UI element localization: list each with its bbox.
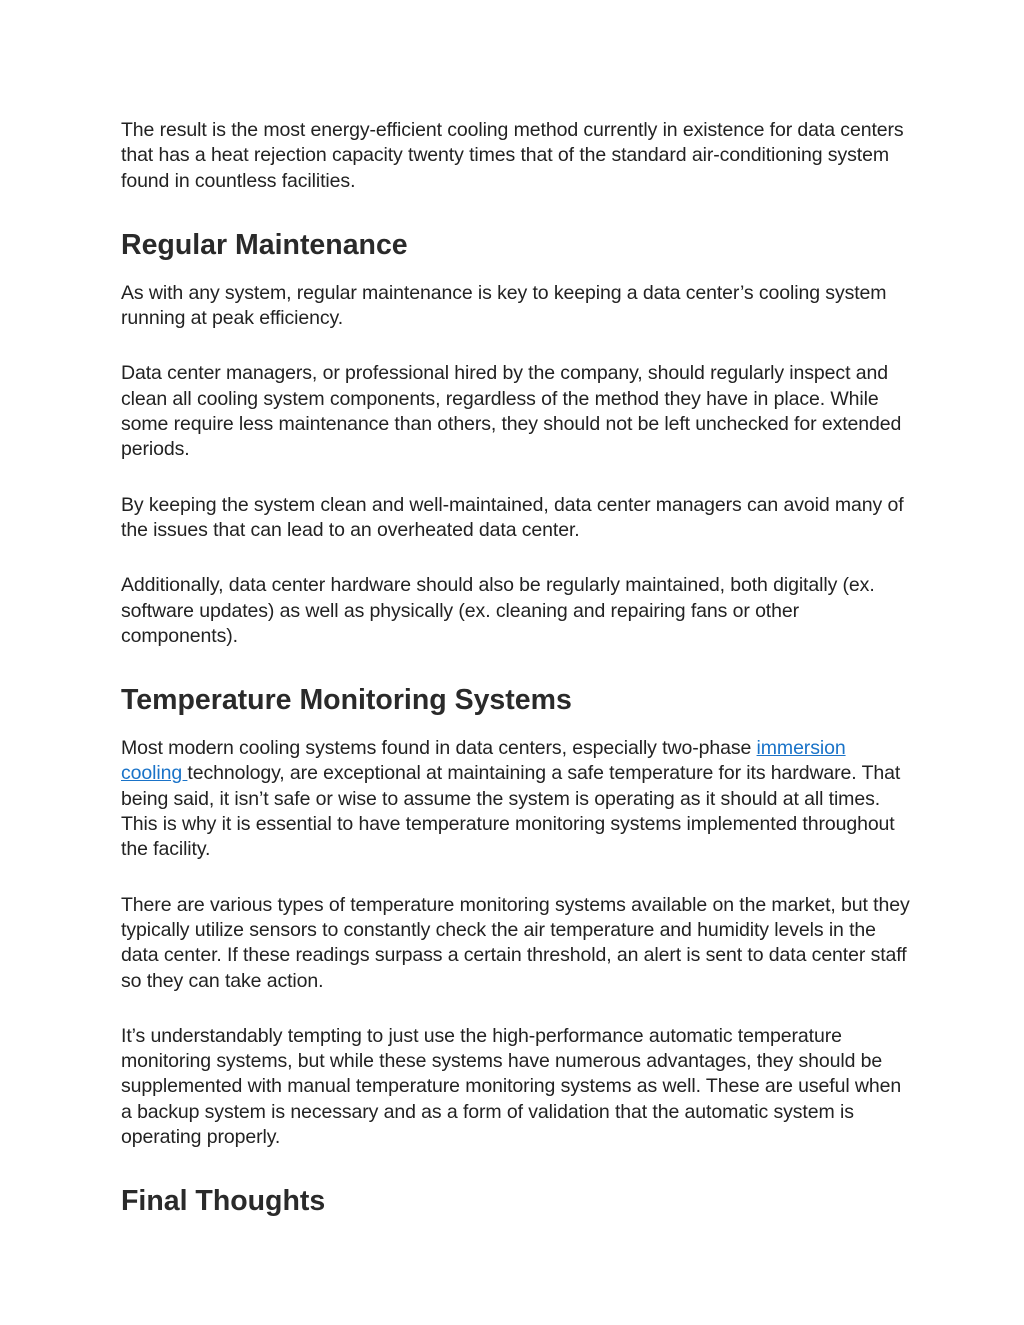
monitoring-paragraph-1-start: Most modern cooling systems found in data centers, especially two-phase — [121, 737, 757, 760]
maintenance-paragraph-1: As with any system, regular maintenance is key to keeping a data center’s cooling system running at peak efficiency. — [121, 281, 887, 330]
maintenance-paragraph-3: By keeping the system clean and well-maintained, data center managers can avoid many of the issues that can lead to an overheated data center. — [121, 493, 904, 541]
monitoring-paragraph-1-end: technology, are exceptional at maintaining a safe temperature for its hardware. That being said, it isn’t safe or wise to assume the system is operating as it should at all times. This is why it is essential to have temperature monitoring systems implemented throughout the facility. — [121, 762, 901, 861]
monitoring-paragraph-2: There are various types of temperature monitoring systems available on the market, but they typically utilize sensors to constantly check the air temperature and humidity levels in the data center. If these readings surpass a certain threshold, an alert is sent to data center staff so they can take action. — [121, 893, 910, 992]
heading-temperature-monitoring: Temperature Monitoring Systems — [121, 684, 572, 717]
maintenance-paragraph-2: Data center managers, or professional hired by the company, should regularly inspect and clean all cooling system components, regardless of the method they have in place. While some require less maintenance than others, they should not be left unchecked for extended periods. — [121, 362, 902, 461]
heading-final-thoughts: Final Thoughts — [121, 1185, 326, 1218]
immersion-cooling-link[interactable]: immersion cooling — [121, 737, 846, 785]
document-page — [121, 118, 911, 1218]
monitoring-paragraph-1 — [121, 736, 911, 862]
intro-paragraph: The result is the most energy-efficient cooling method currently in existence for data centers that has a heat rejection capacity twenty times that of the standard air-conditioning system found in countless facilities. — [121, 119, 904, 192]
heading-regular-maintenance: Regular Maintenance — [121, 228, 408, 261]
maintenance-paragraph-4: Additionally, data center hardware should also be regularly maintained, both digitally (ex. software updates) as well as physically (ex. cleaning and repairing fans or other components). — [121, 574, 875, 647]
monitoring-paragraph-3: It’s understandably tempting to just use the high-performance automatic temperature monitoring systems, but while these systems have numerous advantages, they should be supplemented with manual temperature monitoring systems as well. These are useful when a backup system is necessary and as a form of validation that the automatic system is operating properly. — [121, 1024, 902, 1149]
